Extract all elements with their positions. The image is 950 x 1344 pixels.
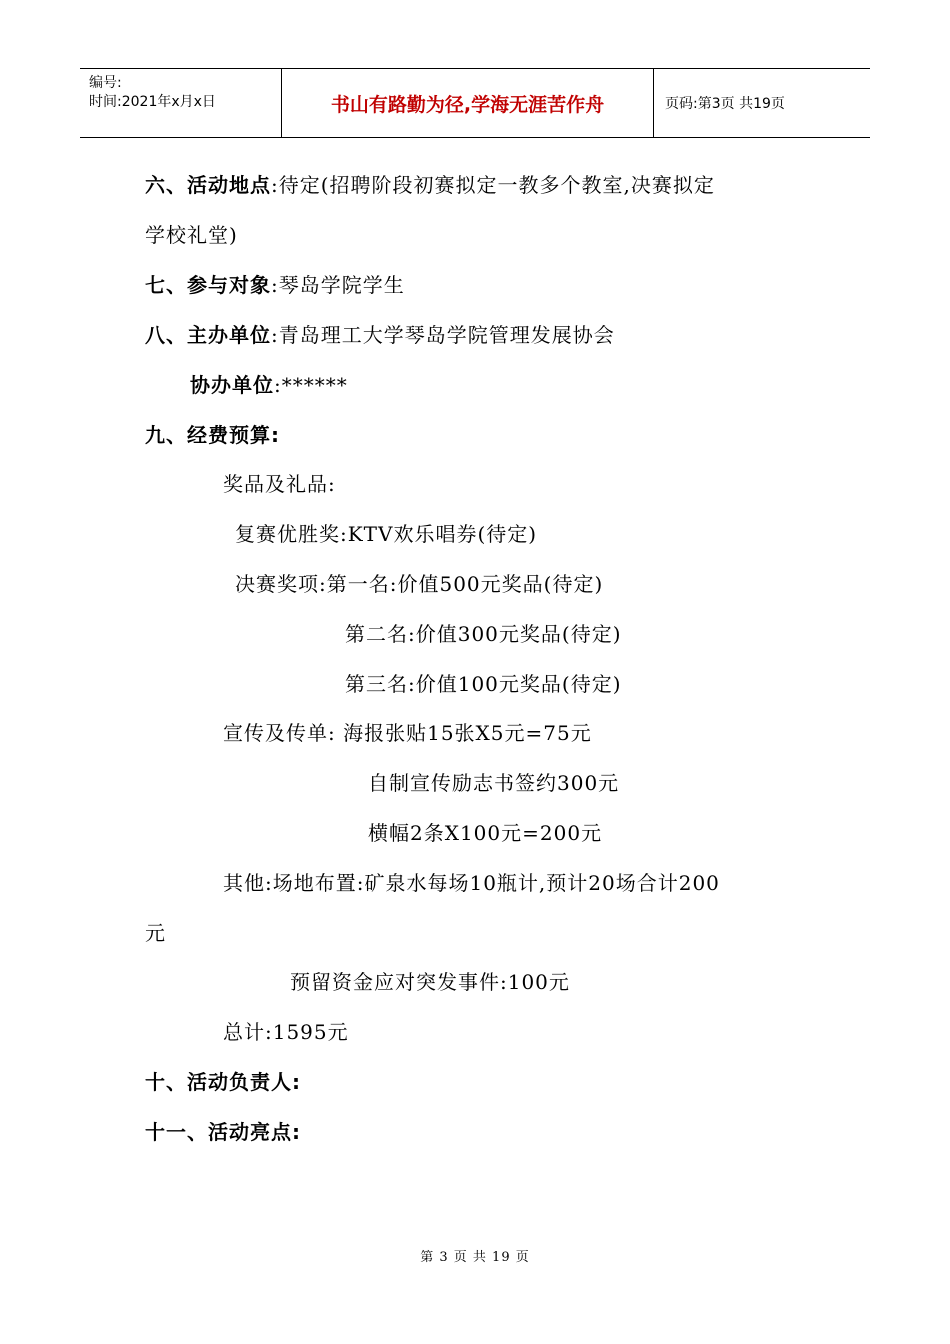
section-6-heading: 六、活动地点: [145, 173, 271, 197]
header-divider: [653, 69, 654, 137]
section-10-heading: 十、活动负责人:: [145, 1070, 301, 1094]
section-6-continued: 学校礼堂): [145, 223, 238, 247]
section-7-heading: 七、参与对象: [145, 273, 271, 297]
section-11-heading: 十一、活动亮点:: [145, 1120, 301, 1144]
time-label: 时间:2021年x月x日: [89, 94, 216, 110]
total-line: 总计:1595元: [223, 1020, 349, 1044]
section-8: [145, 322, 615, 348]
other-line-1-continued: 元: [145, 921, 166, 945]
header-page-info: 页码:第3页 共19页: [665, 96, 785, 112]
section-8-heading: 八、主办单位: [145, 323, 271, 347]
promo-line-2: 自制宣传励志书签约300元: [368, 771, 620, 795]
prizes-label: 奖品及礼品:: [223, 472, 336, 496]
final-prize-line-3: 第三名:价值100元奖品(待定): [345, 672, 622, 696]
section-6: [145, 172, 715, 198]
other-line-2: 预留资金应对突发事件:100元: [290, 970, 570, 994]
other-line-1: 其他:场地布置:矿泉水每场10瓶计,预计20场合计200: [223, 871, 720, 895]
co-organizer-text: :******: [274, 373, 348, 397]
section-7: [145, 272, 405, 298]
header-table: [80, 68, 870, 138]
final-prize-line-1: 决赛奖项:第一名:价值500元奖品(待定): [235, 572, 604, 596]
final-prize-line-2: 第二名:价值300元奖品(待定): [345, 622, 622, 646]
header-motto: 书山有路勤为径,学海无涯苦作舟: [330, 93, 605, 116]
promo-line-1: 宣传及传单: 海报张贴15张X5元=75元: [223, 721, 592, 745]
promo-line-3: 横幅2条X100元=200元: [368, 821, 603, 845]
page-footer: 第 3 页 共 19 页: [420, 1250, 530, 1265]
section-7-text: :琴岛学院学生: [271, 273, 405, 297]
co-organizer: [190, 372, 348, 398]
section-8-text: :青岛理工大学琴岛学院管理发展协会: [271, 323, 615, 347]
header-meta-cell: [80, 69, 281, 137]
section-9-heading: 九、经费预算:: [145, 423, 280, 447]
semi-prize-line: 复赛优胜奖:KTV欢乐唱券(待定): [235, 522, 538, 546]
serial-label: 编号:: [89, 75, 122, 91]
section-6-text: :待定(招聘阶段初赛拟定一教多个教室,决赛拟定: [271, 173, 715, 197]
co-organizer-heading: 协办单位: [190, 373, 274, 397]
